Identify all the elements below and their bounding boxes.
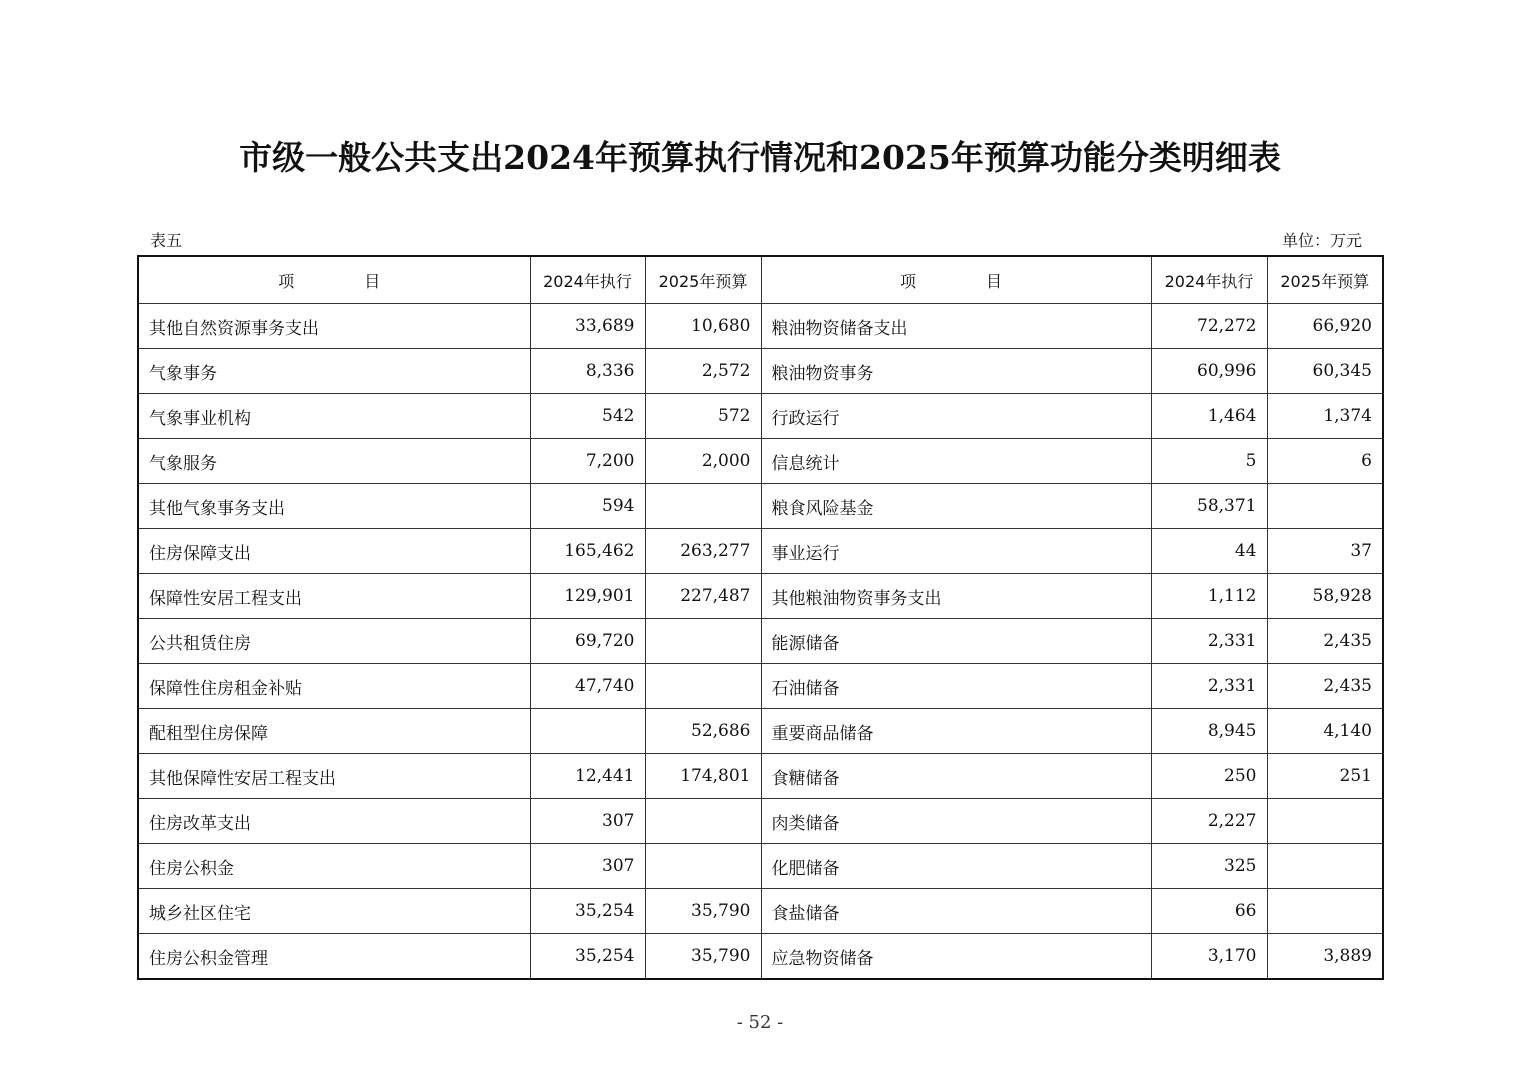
left-budget-2025-cell: 2,572 <box>645 349 761 394</box>
right-exec-2024-cell: 60,996 <box>1151 349 1267 394</box>
left-budget-2025-cell: 35,790 <box>645 934 761 980</box>
table-row <box>138 934 1383 980</box>
right-item-cell: 重要商品储备 <box>761 709 1151 754</box>
left-exec-2024-cell: 165,462 <box>530 529 645 574</box>
header-budget-2025-right: 2025年预算 <box>1267 256 1383 304</box>
right-budget-2025-cell: 2,435 <box>1267 619 1383 664</box>
left-item-cell: 保障性安居工程支出 <box>138 574 530 619</box>
table-row <box>138 664 1383 709</box>
header-exec-2024-right: 2024年执行 <box>1151 256 1267 304</box>
left-budget-2025-cell: 174,801 <box>645 754 761 799</box>
right-item-cell: 应急物资储备 <box>761 934 1151 980</box>
right-item-cell: 行政运行 <box>761 394 1151 439</box>
header-budget-2025-left: 2025年预算 <box>645 256 761 304</box>
table-row <box>138 844 1383 889</box>
table-row <box>138 889 1383 934</box>
table-row <box>138 709 1383 754</box>
left-exec-2024-cell: 33,689 <box>530 304 645 349</box>
right-item-cell: 其他粮油物资事务支出 <box>761 574 1151 619</box>
right-budget-2025-cell: 251 <box>1267 754 1383 799</box>
right-item-cell: 事业运行 <box>761 529 1151 574</box>
right-budget-2025-cell <box>1267 484 1383 529</box>
right-exec-2024-cell: 8,945 <box>1151 709 1267 754</box>
right-budget-2025-cell <box>1267 889 1383 934</box>
left-item-cell: 住房改革支出 <box>138 799 530 844</box>
left-exec-2024-cell: 8,336 <box>530 349 645 394</box>
left-budget-2025-cell <box>645 844 761 889</box>
left-budget-2025-cell <box>645 484 761 529</box>
left-budget-2025-cell: 35,790 <box>645 889 761 934</box>
right-exec-2024-cell: 2,227 <box>1151 799 1267 844</box>
left-item-cell: 气象事业机构 <box>138 394 530 439</box>
right-item-cell: 粮食风险基金 <box>761 484 1151 529</box>
left-exec-2024-cell: 47,740 <box>530 664 645 709</box>
page-number: - 52 - <box>736 1012 784 1033</box>
left-item-cell: 住房公积金 <box>138 844 530 889</box>
left-budget-2025-cell: 572 <box>645 394 761 439</box>
left-item-cell: 配租型住房保障 <box>138 709 530 754</box>
left-budget-2025-cell: 263,277 <box>645 529 761 574</box>
table-number: 表五 <box>150 231 183 250</box>
right-exec-2024-cell: 1,464 <box>1151 394 1267 439</box>
left-exec-2024-cell: 35,254 <box>530 934 645 980</box>
table-row <box>138 349 1383 394</box>
right-budget-2025-cell: 58,928 <box>1267 574 1383 619</box>
right-budget-2025-cell: 2,435 <box>1267 664 1383 709</box>
right-item-cell: 粮油物资储备支出 <box>761 304 1151 349</box>
right-item-cell: 石油储备 <box>761 664 1151 709</box>
left-exec-2024-cell: 69,720 <box>530 619 645 664</box>
right-budget-2025-cell <box>1267 799 1383 844</box>
right-exec-2024-cell: 5 <box>1151 439 1267 484</box>
right-budget-2025-cell: 66,920 <box>1267 304 1383 349</box>
left-exec-2024-cell: 594 <box>530 484 645 529</box>
left-budget-2025-cell: 52,686 <box>645 709 761 754</box>
left-item-cell: 城乡社区住宅 <box>138 889 530 934</box>
table-row <box>138 754 1383 799</box>
right-item-cell: 肉类储备 <box>761 799 1151 844</box>
right-item-cell: 食糖储备 <box>761 754 1151 799</box>
right-item-cell: 能源储备 <box>761 619 1151 664</box>
right-budget-2025-cell <box>1267 844 1383 889</box>
right-budget-2025-cell: 6 <box>1267 439 1383 484</box>
left-budget-2025-cell <box>645 799 761 844</box>
right-item-cell: 信息统计 <box>761 439 1151 484</box>
header-item-right: 项目 <box>761 256 1151 304</box>
right-item-cell: 食盐储备 <box>761 889 1151 934</box>
right-exec-2024-cell: 44 <box>1151 529 1267 574</box>
right-exec-2024-cell: 325 <box>1151 844 1267 889</box>
right-exec-2024-cell: 1,112 <box>1151 574 1267 619</box>
left-item-cell: 其他自然资源事务支出 <box>138 304 530 349</box>
table-row <box>138 574 1383 619</box>
right-exec-2024-cell: 250 <box>1151 754 1267 799</box>
left-exec-2024-cell: 129,901 <box>530 574 645 619</box>
left-exec-2024-cell: 307 <box>530 799 645 844</box>
page-title: 市级一般公共支出2024年预算执行情况和2025年预算功能分类明细表 <box>239 138 1281 177</box>
left-exec-2024-cell <box>530 709 645 754</box>
table-row <box>138 799 1383 844</box>
table-row <box>138 529 1383 574</box>
right-budget-2025-cell: 4,140 <box>1267 709 1383 754</box>
left-exec-2024-cell: 542 <box>530 394 645 439</box>
header-item-left: 项目 <box>138 256 530 304</box>
left-item-cell: 住房公积金管理 <box>138 934 530 980</box>
table-row <box>138 394 1383 439</box>
table-row <box>138 304 1383 349</box>
right-exec-2024-cell: 3,170 <box>1151 934 1267 980</box>
right-item-cell: 粮油物资事务 <box>761 349 1151 394</box>
table-row <box>138 439 1383 484</box>
right-exec-2024-cell: 2,331 <box>1151 619 1267 664</box>
left-budget-2025-cell: 2,000 <box>645 439 761 484</box>
header-row <box>138 256 1383 304</box>
right-item-cell: 化肥储备 <box>761 844 1151 889</box>
left-budget-2025-cell <box>645 664 761 709</box>
table-row <box>138 619 1383 664</box>
unit-label: 单位：万元 <box>1281 231 1362 250</box>
left-item-cell: 气象服务 <box>138 439 530 484</box>
right-budget-2025-cell: 1,374 <box>1267 394 1383 439</box>
right-exec-2024-cell: 2,331 <box>1151 664 1267 709</box>
left-exec-2024-cell: 12,441 <box>530 754 645 799</box>
left-exec-2024-cell: 307 <box>530 844 645 889</box>
right-exec-2024-cell: 66 <box>1151 889 1267 934</box>
left-exec-2024-cell: 35,254 <box>530 889 645 934</box>
left-budget-2025-cell: 227,487 <box>645 574 761 619</box>
table-row <box>138 484 1383 529</box>
left-budget-2025-cell: 10,680 <box>645 304 761 349</box>
table-body <box>138 304 1383 980</box>
right-budget-2025-cell: 37 <box>1267 529 1383 574</box>
header-exec-2024-left: 2024年执行 <box>530 256 645 304</box>
right-exec-2024-cell: 72,272 <box>1151 304 1267 349</box>
budget-table <box>137 255 1384 980</box>
left-item-cell: 其他保障性安居工程支出 <box>138 754 530 799</box>
left-item-cell: 气象事务 <box>138 349 530 394</box>
left-item-cell: 住房保障支出 <box>138 529 530 574</box>
left-item-cell: 保障性住房租金补贴 <box>138 664 530 709</box>
right-budget-2025-cell: 60,345 <box>1267 349 1383 394</box>
left-item-cell: 公共租赁住房 <box>138 619 530 664</box>
left-exec-2024-cell: 7,200 <box>530 439 645 484</box>
right-budget-2025-cell: 3,889 <box>1267 934 1383 980</box>
left-item-cell: 其他气象事务支出 <box>138 484 530 529</box>
left-budget-2025-cell <box>645 619 761 664</box>
right-exec-2024-cell: 58,371 <box>1151 484 1267 529</box>
